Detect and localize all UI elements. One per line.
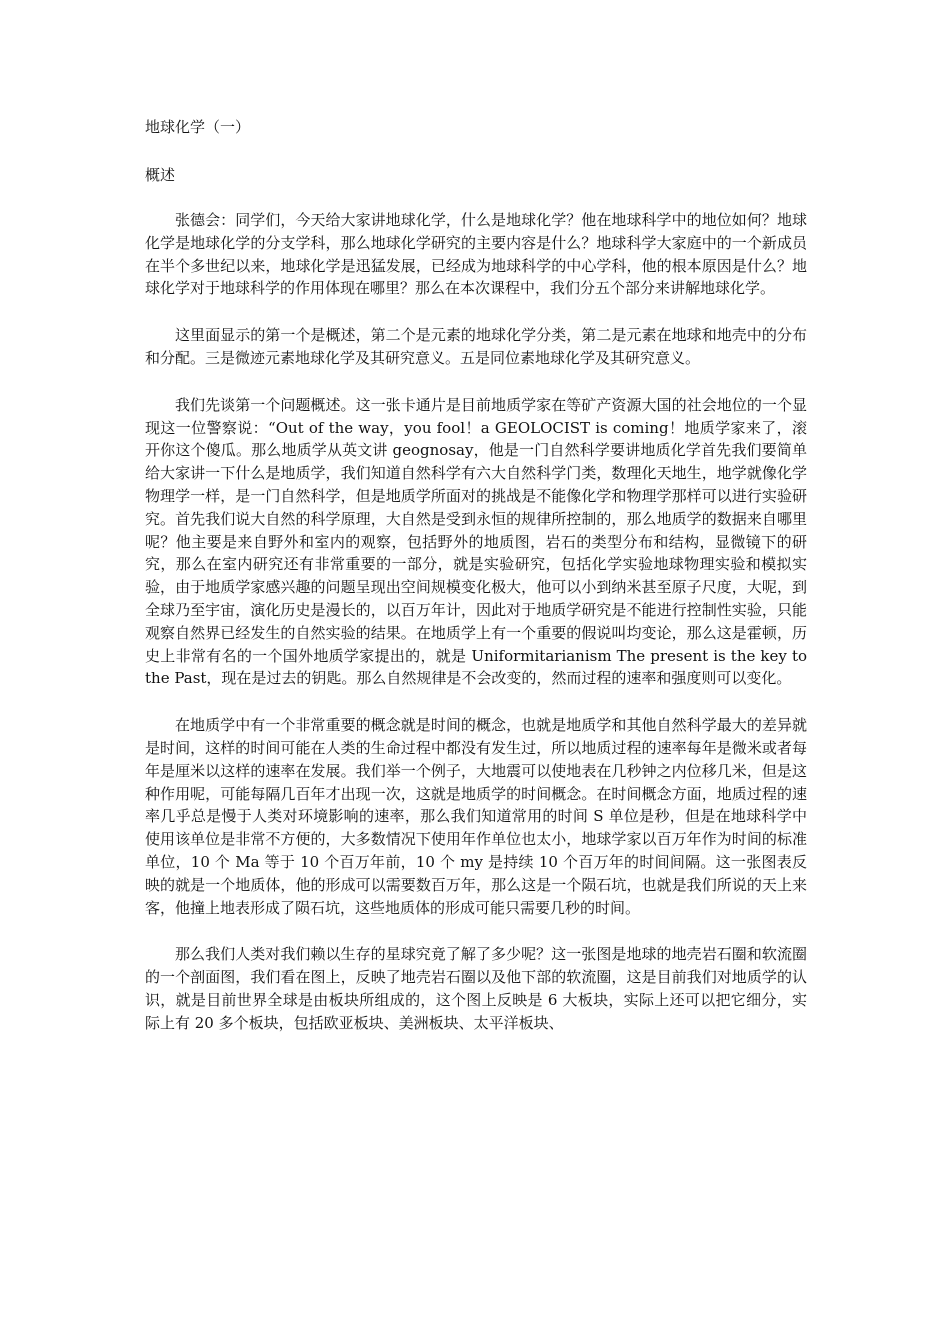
paragraph-intro: 张德会：同学们，今天给大家讲地球化学，什么是地球化学？他在地球科学中的地位如何？地球化学是地球化学的分支学科，那么地球化学研究的主要内容是什么？地球科学大家庭中的一个新成员在半个多世纪以来，地球化学是迅猛发展，已经成为地球科学的中心学科，他的根本原因是什么？地球化学对于地球科学的作用体现在哪里？那么在本次课程中，我们分五个部分来讲解地球化学。 [145,211,807,298]
section-heading: 概述 [145,166,176,184]
paragraph-outline: 这里面显示的第一个是概述，第二个是元素的地球化学分类，第二是元素在地球和地壳中的分布和分配。三是微迹元素地球化学及其研究意义。五是同位素地球化学及其研究意义。 [145,326,807,367]
paragraph-overview: 我们先谈第一个问题概述。这一张卡通片是目前地质学家在等矿产资源大国的社会地位的一个显现这一位警察说：“Out of the way，you fool！a GEOLOCIST is coming！地质学家来了，滚开你这个傻瓜。那么地质学从英文讲 geognosay，他是一门自然科学要讲地质化学首先我们要简单给大家讲一下什么是地质学，我们知道自然科学有六大自然科学门类，数理化天地生，地学就像化学物理学一样，是一门自然科学，但是地质学所面对的挑战是不能像化学和物理学那样可以进行实验研究。首先我们说大自然的科学原理，大自然是受到永恒的规律所控制的，那么地质学的数据来自哪里呢？他主要是来自野外和室内的观察，包括野外的地质图，岩石的类型分布和结构，显微镜下的研究，那么在室内研究还有非常重要的一部分，就是实验研究，包括化学实验地球物理实验和模拟实验，由于地质学家感兴趣的问题呈现出空间规模变化极大，他可以小到纳米甚至原子尺度，大呢，到全球乃至宇宙，演化历史是漫长的，以百万年计，因此对于地质学研究是不能进行控制性实验，只能观察自然界已经发生的自然实验的结果。在地质学上有一个重要的假说叫均变论，那么这是霍顿，历史上非常有名的一个国外地质学家提出的，就是 Uniformitarianism The present is the key to the Past，现在是过去的钥匙。那么自然规律是不会改变的，然而过程的速率和强度则可以变化。 [145,395,807,688]
paragraph-time-concept: 在地质学中有一个非常重要的概念就是时间的概念，也就是地质学和其他自然科学最大的差异就是时间，这样的时间可能在人类的生命过程中都没有发生过，所以地质过程的速率每年是微米或者每年是厘米以这样的速率在发展。我们举一个例子，大地震可以使地表在几秒钟之内位移几米，但是这种作用呢，可能每隔几百年才出现一次，这就是地质学的时间概念。在时间概念方面，地质过程的速率几乎总是慢于人类对环境影响的速率，那么我们知道常用的时间 S 单位是秒，但是在地球科学中使用该单位是非常不方便的，大多数情况下使用年作单位也太小，地球学家以百万年作为时间的标准单位，10 个 Ma 等于 10 个百万年前，10 个 my 是持续 10 个百万年的时间间隔。这一张图表反映的就是一个地质体，他的形成可以需要数百万年，那么这是一个陨石坑，也就是我们所说的天上来客，他撞上地表形成了陨石坑，这些地质体的形成可能只需要几秒的时间。 [145,716,807,917]
document-body [145,115,807,1059]
paragraph-plates: 那么我们人类对我们赖以生存的星球究竟了解了多少呢？这一张图是地球的地壳岩石圈和软流圈的一个剖面图，我们看在图上，反映了地壳岩石圈以及他下部的软流圈，这是目前我们对地质学的认识，就是目前世界全球是由板块所组成的，这个图上反映是 6 大板块，实际上还可以把它细分，实际上有 20 多个板块，包括欧亚板块、美洲板块、太平洋板块、 [145,945,807,1032]
document-title: 地球化学（一） [145,118,251,136]
